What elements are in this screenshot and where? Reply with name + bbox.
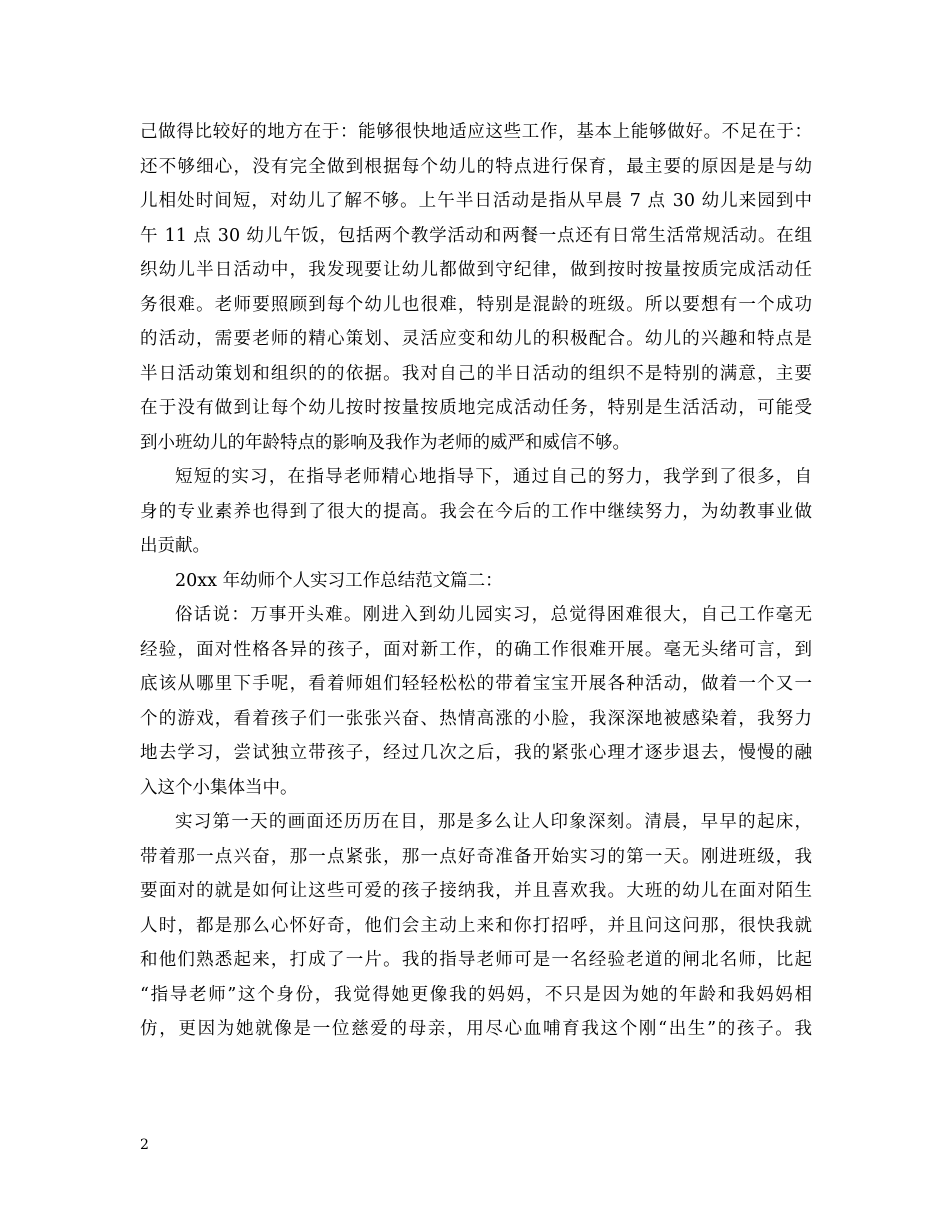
text-line: 织幼儿半日活动中，我发现要让幼儿都做到守纪律，做到按时按量按质完成活动任 [140, 260, 812, 280]
text-line: 的活动，需要老师的精心策划、灵活应变和幼儿的积极配合。幼儿的兴趣和特点是 [140, 329, 812, 349]
text-line: 还不够细心，没有完全做到根据每个幼儿的特点进行保育，最主要的原因是是与幼 [140, 156, 812, 177]
text-line: 个的游戏，看着孩子们一张张兴奋、热情高涨的小脸，我深深地被感染着，我努力 [140, 708, 812, 729]
text-line: 20xx 年幼师个人实习工作总结范文篇二： [175, 570, 503, 591]
text-line: 底该从哪里下手呢，看着师姐们轻轻松松的带着宝宝开展各种活动，做着一个又一 [140, 674, 812, 694]
text-line: 到小班幼儿的年龄特点的影响及我作为老师的威严和威信不够。 [140, 432, 630, 453]
text-line: 带着那一点兴奋，那一点紧张，那一点好奇准备开始实习的第一天。刚进班级，我 [140, 846, 812, 867]
text-line: 仿，更因为她就像是一位慈爱的母亲，用尽心血哺育我这个刚“出生”的孩子。我 [140, 1019, 812, 1039]
text-line: 地去学习，尝试独立带孩子，经过几次之后，我的紧张心理才逐步退去，慢慢的融 [140, 743, 812, 763]
text-line: 己做得比较好的地方在于：能够很快地适应这些工作，基本上能够做好。不足在于： [140, 122, 812, 142]
text-line: 短短的实习，在指导老师精心地指导下，通过自己的努力，我学到了很多，自 [175, 467, 812, 487]
body-text [140, 115, 812, 1047]
text-line: 要面对的就是如何让这些可爱的孩子接纳我，并且喜欢我。大班的幼儿在面对陌生 [140, 881, 812, 901]
text-line: 出贡献。 [140, 536, 210, 556]
text-line: 人时，都是那么心怀好奇，他们会主动上来和你打招呼，并且问这问那，很快我就 [140, 915, 812, 936]
text-line: 和他们熟悉起来，打成了一片。我的指导老师可是一名经验老道的闸北名师，比起 [140, 950, 812, 970]
text-line: 务很难。老师要照顾到每个幼儿也很难，特别是混龄的班级。所以要想有一个成功 [140, 294, 812, 315]
text-line: “指导老师”这个身份，我觉得她更像我的妈妈，不只是因为她的年龄和我妈妈相 [140, 984, 812, 1005]
text-line: 入这个小集体当中。 [140, 777, 298, 798]
text-line: 儿相处时间短，对幼儿了解不够。上午半日活动是指从早晨 7 点 30 幼儿来园到中 [140, 191, 812, 211]
text-line: 午 11 点 30 幼儿午饭，包括两个教学活动和两餐一点还有日常生活常规活动。在组 [140, 225, 812, 246]
page-number: 2 [140, 1137, 149, 1153]
text-line: 在于没有做到让每个幼儿按时按量按质地完成活动任务，特别是生活活动，可能受 [140, 398, 812, 418]
text-line: 身的专业素养也得到了很大的提高。我会在今后的工作中继续努力，为幼教事业做 [140, 501, 812, 522]
text-line: 经验，面对性格各异的孩子，面对新工作，的确工作很难开展。毫无头绪可言，到 [140, 639, 812, 660]
text-line: 俗话说：万事开头难。刚进入到幼儿园实习，总觉得困难很大，自己工作毫无 [175, 605, 812, 625]
text-line: 半日活动策划和组织的的依据。我对自己的半日活动的组织不是特别的满意，主要 [140, 363, 812, 384]
text-line: 实习第一天的画面还历历在目，那是多么让人印象深刻。清晨，早早的起床， [175, 812, 812, 832]
